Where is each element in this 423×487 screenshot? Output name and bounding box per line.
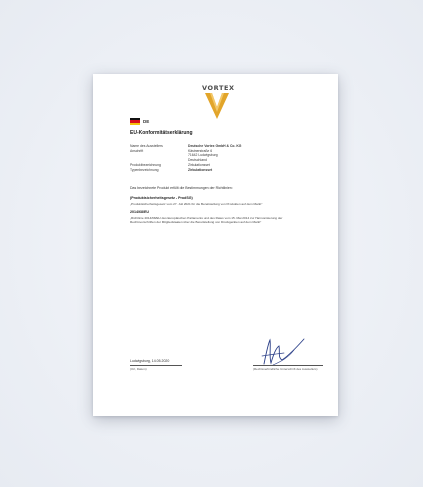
info-value: Kästnerstraße 6 xyxy=(188,148,213,153)
vortex-logo xyxy=(202,84,235,120)
section-heading-prodsg: (Produktsicherheitsgesetz - ProdSG) xyxy=(130,196,193,200)
brand-name: VORTEX xyxy=(202,84,235,92)
place-date: Ludwigsburg, 14.05.2020 xyxy=(130,359,170,363)
signature-image xyxy=(258,336,308,368)
chevron-logo-icon xyxy=(205,93,229,119)
signature-caption: (Rechtsverbindliche Unterschrift des Ausstellers) xyxy=(253,367,318,371)
info-value: Zirkulationsset xyxy=(188,167,213,172)
info-value: Zirkulationsset xyxy=(188,162,210,167)
info-value: 71642 Ludwigsburg xyxy=(188,153,218,158)
language-code: DE xyxy=(143,119,150,124)
info-label: Anschrift xyxy=(130,148,144,153)
conformity-statement: Das bezeichnete Produkt erfüllt die Bestimmungen der Richtlinien: xyxy=(130,186,233,190)
language-indicator xyxy=(130,118,149,125)
declaration-document xyxy=(93,74,338,416)
section-text-prodsg: „Produktsicherheitsgesetz vom 27. Juli 2021 für die Bereitstellung von Produkten auf dem Markt" xyxy=(130,202,263,206)
section-heading-directive: 2014/68/EU xyxy=(130,210,149,214)
info-value: Deutsche Vortex GmbH & Co. KG xyxy=(188,144,242,148)
info-label: Name des Ausstellers xyxy=(130,144,163,148)
section-text-directive: „Richtlinie 2014/68/EU des Europäischen Parlaments und des Rates vom 15. Mai 2014 zur Harmonisierung der Rechtsvorschriften der Mitgliedstaaten über die Bereitstellung von Druckgeräten auf dem Markt" xyxy=(130,216,283,225)
issuer-info-table xyxy=(130,144,241,172)
info-label: Produktbezeichnung xyxy=(130,162,161,167)
signature-line xyxy=(253,365,323,366)
place-date-line xyxy=(130,365,182,366)
info-row xyxy=(130,168,241,173)
info-value: Deutschland xyxy=(188,158,207,163)
document-title: EU-Konformitätserklärung xyxy=(130,130,193,136)
place-date-caption: (Ort, Datum) xyxy=(130,367,147,371)
info-label: Typenbezeichnung xyxy=(130,167,159,172)
german-flag-icon xyxy=(130,118,140,125)
